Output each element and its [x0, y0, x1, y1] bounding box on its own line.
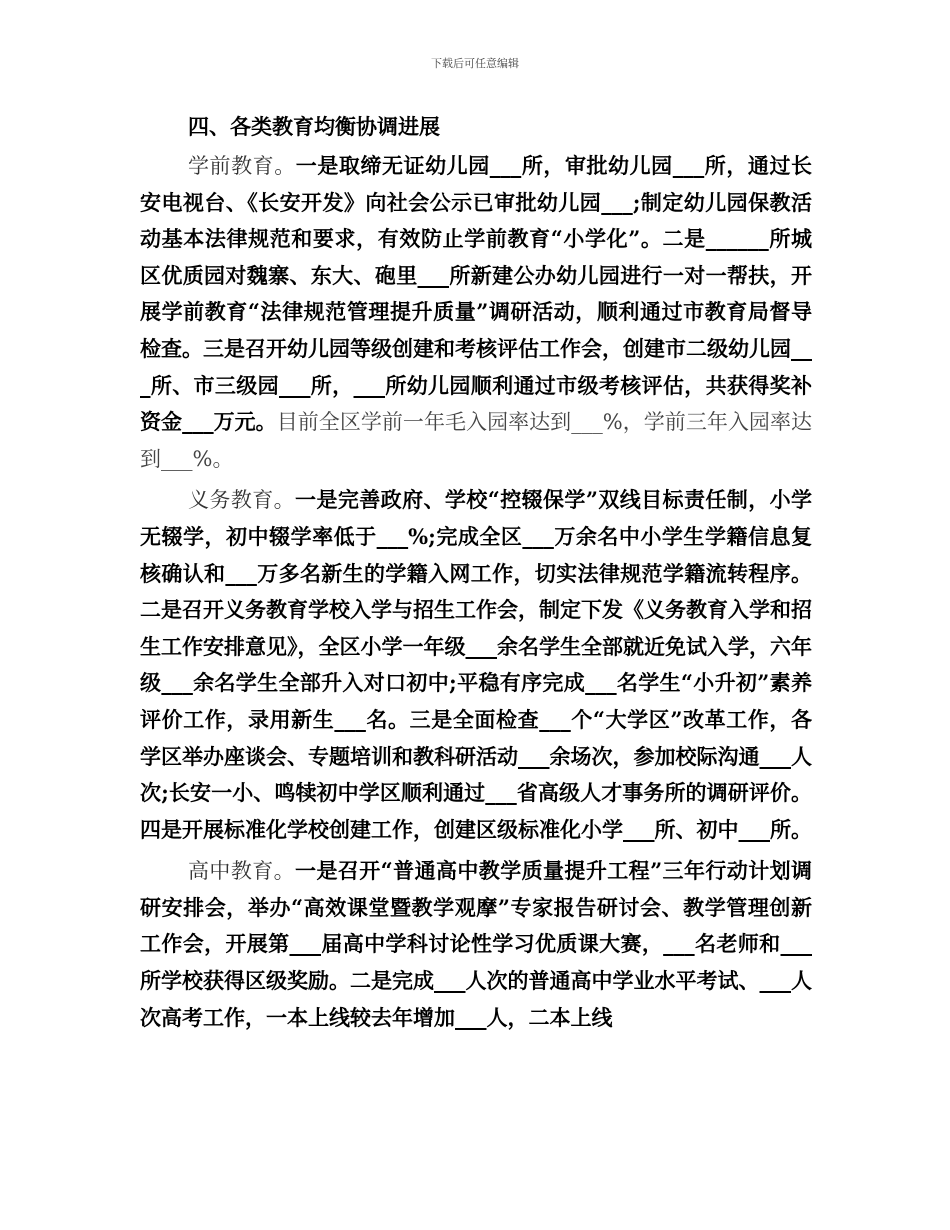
paragraph-lead: 学前教育。: [188, 154, 296, 178]
paragraph-lead: 义务教育。: [188, 488, 296, 513]
paragraph-preschool: [140, 148, 812, 477]
paragraph-body: 一是完善政府、学校“控辍保学”双线目标责任制，小学无辍学，初中辍学率低于___%;完成全区___万余名中小学生学籍信息复核确认和___万多名新生的学籍入网工作，切实法律规范学籍流转程序。二是召开义务教育学校入学与招生工作会，制定下发《义务教育入学和招生工作安排意见》，全区小学一年级___余名学生全部就近免试入学，六年级___余名学生全部升入对口初中;平稳有序完成___名学生“小升初”素养评价工作，录用新生___名。三是全面检查___个“大学区”改革工作，各学区举办座谈会、专题培训和教科研活动___余场次，参加校际沟通___人次;长安一小、鸣犊初中学区顺利通过___省高级人才事务所的调研评价。四是开展标准化学校创建工作，创建区级标准化小学___所、初中___所。: [140, 487, 813, 842]
paragraph-lead: 高中教育。: [188, 859, 296, 884]
document-body: [140, 112, 812, 1036]
page-header: 下载后可任意编辑: [431, 57, 519, 70]
paragraph-compulsory: [140, 482, 812, 848]
paragraph-body: 一是召开“普通高中教学质量提升工程”三年行动计划调研安排会，举办“高效课堂暨教学观摩”专家报告研讨会、教学管理创新工作会，开展第___届高中学科讨论性学习优质课大赛，___名老师和___所学校获得区级奖励。二是完成___人次的普通高中学业水平考试、___人次高考工作，一本上线较去年增加___人，二本上线: [140, 858, 813, 1030]
section-heading: 四、各类教育均衡协调进展: [188, 114, 440, 139]
paragraph-tail: 目前全区学前一年毛入园率达到___%，学前三年入园率达到___%。: [140, 410, 813, 471]
paragraph-high-school: [140, 853, 812, 1036]
paragraph-body: 一是取缔无证幼儿园___所，审批幼儿园___所，通过长安电视台、《长安开发》向社会公示已审批幼儿园___;制定幼儿园保教活动基本法律规范和要求，有效防止学前教育“小学化”。二是______所城区优质园对魏寨、东大、砲里___所新建公办幼儿园进行一对一帮扶，开展学前教育“法律规范管理提升质量”调研活动，顺利通过市教育局督导检查。三是召开幼儿园等级创建和考核评估工作会，创建市二级幼儿园___所、市三级园___所，___所幼儿园顺利通过市级考核评估，共获得奖补资金___万元。: [140, 153, 813, 435]
